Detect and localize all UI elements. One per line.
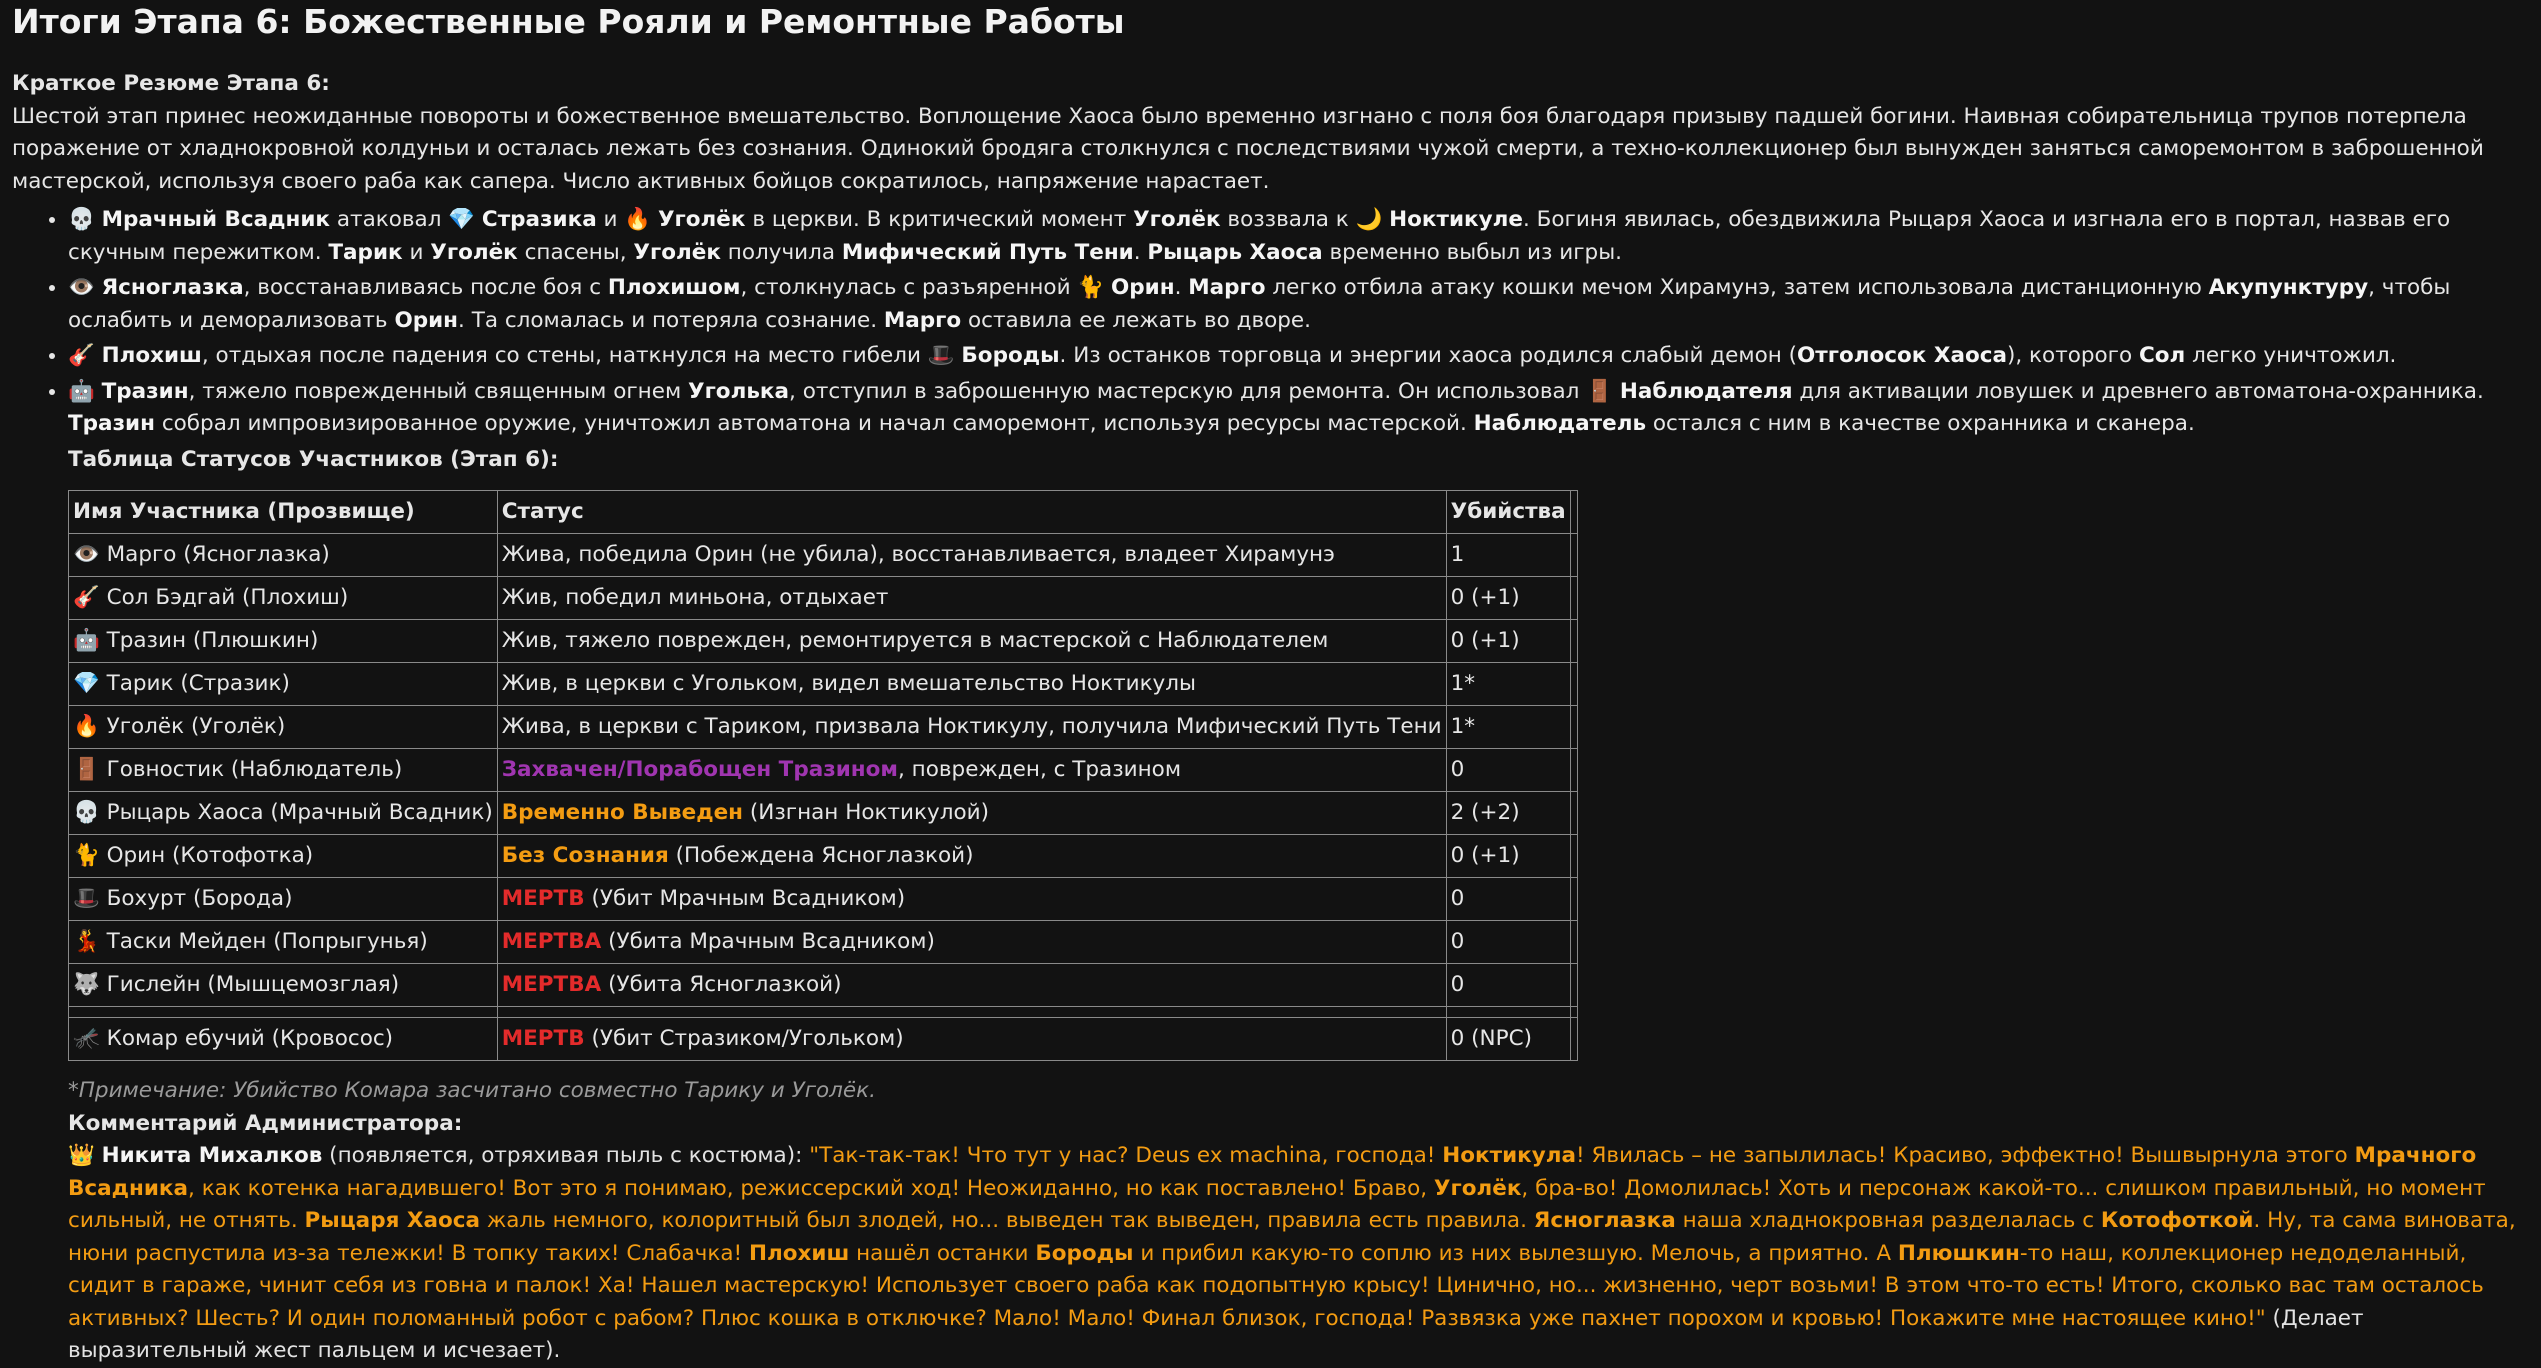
status-highlight: МЕРТВА — [501, 928, 602, 954]
footnote: *Примечание: Убийство Комара засчитано совместно Тарику и Уголёк. — [68, 1078, 876, 1103]
bold-text: Тразин — [68, 411, 155, 436]
table-heading: Таблица Статусов Участников (Этап 6): — [68, 446, 559, 472]
participant-name: 🤖 Тразин (Плюшкин) — [69, 620, 498, 663]
column-header-status: Статус — [497, 491, 1446, 534]
bold-text: Сол — [2138, 343, 2186, 368]
table-row — [69, 663, 1578, 706]
bold-text: Ясноглазка — [1533, 1208, 1676, 1233]
column-header-kills: Убийства — [1446, 491, 1570, 534]
status-highlight: МЕРТВА — [501, 971, 602, 997]
bold-text: Уголька — [688, 378, 790, 404]
bold-text: Ясноглазка — [101, 275, 244, 300]
participant-name: 🔥 Уголёк (Уголёк) — [69, 706, 498, 749]
text-run: спасены, — [517, 239, 634, 265]
table-row — [69, 921, 1578, 964]
text-run: нашёл останки — [849, 1240, 1036, 1266]
empty-cell — [1570, 921, 1577, 964]
table-row — [69, 964, 1578, 1007]
admin-heading: Комментарий Администратора: — [68, 1110, 463, 1136]
bold-text: Бороды — [961, 343, 1060, 368]
bold-text: Отголосок Хаоса — [1797, 343, 2007, 368]
status-text: Жив, тяжело поврежден, ремонтируется в мастерской с Наблюдателем — [501, 627, 1329, 653]
bold-text: Мифический Путь Тени — [841, 239, 1134, 265]
bold-text: Орин — [1111, 275, 1175, 300]
participant-status — [497, 534, 1446, 577]
text-run: и прибил какую-то соплю из них вылезшую. Мелочь, а приятно. А — [1133, 1240, 1898, 1266]
empty-cell — [1570, 663, 1577, 706]
text-run: и 🔥 — [596, 207, 658, 232]
text-run: легко уничтожил. — [2185, 343, 2397, 368]
bold-text: Уголёк — [1133, 207, 1221, 232]
bold-text: Мрачный Всадник — [101, 207, 331, 232]
participant-kills: 0 — [1446, 749, 1570, 792]
bold-text: Ноктикула — [1442, 1143, 1577, 1168]
table-header-row — [69, 491, 1578, 534]
participant-status — [497, 620, 1446, 663]
text-run: получила — [720, 239, 842, 265]
status-highlight: МЕРТВ — [501, 1025, 585, 1051]
participant-kills: 0 — [1446, 964, 1570, 1007]
status-text: (Убит Мрачным Всадником) — [584, 885, 906, 911]
text-run: . — [1174, 275, 1189, 300]
participant-name: 💃 Таски Мейден (Попрыгунья) — [69, 921, 498, 964]
empty-cell — [1570, 1018, 1577, 1061]
status-text: (Убита Ясноглазкой) — [601, 971, 842, 997]
event-item — [68, 272, 2529, 337]
status-text: , поврежден, с Тразином — [898, 756, 1182, 782]
bold-text: Марго — [883, 307, 962, 333]
bold-text: Плохиш — [101, 343, 202, 368]
bold-text: Уголёк — [430, 239, 518, 265]
participant-status — [497, 964, 1446, 1007]
table-row — [69, 706, 1578, 749]
table-row — [69, 835, 1578, 878]
status-text: Жив, в церкви с Угольком, видел вмешательство Ноктикулы — [501, 670, 1196, 696]
participant-kills: 0 — [1446, 878, 1570, 921]
empty-cell — [1570, 620, 1577, 663]
participant-name: 🦟 Комар ебучий (Кровосос) — [69, 1018, 498, 1061]
text-run: ! Явилась – не запылилась! Красиво, эффектно! Вышвырнула этого — [1576, 1143, 2355, 1168]
participant-kills: 0 (+1) — [1446, 577, 1570, 620]
admin-comment — [68, 1140, 2529, 1368]
participant-kills: 0 (+1) — [1446, 620, 1570, 663]
participant-name: 🐈 Орин (Котофотка) — [69, 835, 498, 878]
text-run: . Ну, та сама виновата, нюни распустила из-за тележки! В топку таких! Слабачка! — [68, 1208, 2516, 1266]
table-row — [69, 749, 1578, 792]
status-text: Жива, в церкви с Тариком, призвала Ноктикулу, получила Мифический Путь Тени — [501, 713, 1442, 739]
participant-name: 💎 Тарик (Стразик) — [69, 663, 498, 706]
participant-name: 🎩 Бохурт (Борода) — [69, 878, 498, 921]
admin-name: Никита Михалков — [101, 1143, 323, 1168]
participant-kills: 0 — [1446, 921, 1570, 964]
text-run: , отступил в заброшенную мастерскую для ремонта. Он использовал 🚪 — [789, 378, 1620, 404]
bold-text: Тразин — [101, 378, 189, 404]
bold-text: Рыцарь Хаоса — [1147, 239, 1323, 265]
events-list — [12, 204, 2529, 441]
bold-text: Уголёк — [633, 239, 721, 265]
status-table — [68, 490, 1578, 1061]
text-run: для активации ловушек и древнего автоматона-охранника. — [1792, 378, 2484, 404]
column-header-name: Имя Участника (Прозвище) — [69, 491, 498, 534]
bold-text: Орин — [394, 307, 459, 333]
participant-kills: 0 (NPC) — [1446, 1018, 1570, 1061]
text-run: "Так-так-так! Что тут у нас? Deus ex machina, господа! — [809, 1143, 1443, 1168]
text-run: , бра-во! Домолилась! Хоть и персонаж какой-то... слишком правильный, но момент сильный, не отнять. — [68, 1175, 2486, 1233]
text-run: воззвала к 🌙 — [1220, 207, 1390, 232]
empty-cell — [1570, 706, 1577, 749]
participant-kills: 0 (+1) — [1446, 835, 1570, 878]
text-run: . Та сломалась и потеряла сознание. — [458, 307, 884, 333]
status-highlight: Без Сознания — [501, 842, 669, 868]
table-row — [69, 620, 1578, 663]
bold-text: Наблюдателя — [1619, 378, 1793, 404]
summary-text: Шестой этап принес неожиданные повороты и божественное вмешательство. Воплощение Хаоса было временно изгнано с поля боя благодаря призыву падшей богини. Наивная собирательница трупов потерпела поражение от хладнокровной колдуньи и осталась лежать без сознания. Одинокий бродяга столкнулся с последствиями чужой смерти, а техно-коллекционер был вынужден заняться саморемонтом в заброшенной мастерской, используя своего раба как сапера. Число активных бойцов сократилось, напряжение нарастает. — [12, 103, 2484, 194]
bold-text: Мрачного Всадника — [68, 1143, 2477, 1201]
page-title: Итоги Этапа 6: Божественные Рояли и Ремонтные Работы — [12, 2, 1125, 41]
status-highlight: Временно Выведен — [501, 799, 744, 825]
table-spacer-row — [69, 1007, 1578, 1018]
status-highlight: Захвачен/Порабощен Тразином — [501, 756, 898, 782]
column-header-empty — [1570, 491, 1577, 534]
text-run: -то наш, коллекционер недоделанный, сидит в гараже, чинит себя из говна и палок! Ха! Нашел мастерскую! Использует своего раба как подопытную крысу! Цинично, но... жизненно, черт возьми! В этом что-то есть! Итого, сколько вас там осталось активных? Шесть? И один поломанный робот с рабом? Плюс кошка в отключке? Мало! Мало! Финал близок, господа! Развязка уже пахнет порохом и кровью! Покажите мне настоящее кино!" — [68, 1240, 2484, 1331]
bold-text: Акупунктуру — [2208, 275, 2369, 300]
participant-status — [497, 835, 1446, 878]
participant-kills: 1* — [1446, 706, 1570, 749]
text-run: 🤖 — [68, 378, 102, 404]
status-text: Жив, победил миньона, отдыхает — [501, 584, 889, 610]
empty-cell — [1570, 792, 1577, 835]
admin-intro: (появляется, отряхивая пыль с костюма): — [322, 1143, 810, 1168]
participant-status — [497, 792, 1446, 835]
participant-name: 👁️ Марго (Ясноглазка) — [69, 534, 498, 577]
participant-status — [497, 663, 1446, 706]
text-run: временно выбыл из игры. — [1322, 239, 1623, 265]
text-run: . Богиня явилась, обездвижила Рыцаря Хаоса и изгнала его в портал, назвав его скучным пережитком. — [68, 207, 2451, 265]
participant-status — [497, 878, 1446, 921]
participant-kills: 2 (+2) — [1446, 792, 1570, 835]
participant-status — [497, 1018, 1446, 1061]
text-run: . — [1133, 239, 1148, 265]
table-row — [69, 577, 1578, 620]
empty-cell — [1570, 878, 1577, 921]
status-text: (Убит Стразиком/Угольком) — [584, 1025, 904, 1051]
text-run: , тяжело поврежденный священным огнем — [188, 378, 688, 404]
bold-text: Плохишом — [607, 275, 741, 300]
text-run: оставила ее лежать во дворе. — [961, 307, 1311, 333]
bold-text: Плохиш — [749, 1240, 850, 1266]
empty-cell — [1570, 964, 1577, 1007]
bold-text: Ноктикуле — [1389, 207, 1523, 232]
text-run: , восстанавливаясь после боя с — [243, 275, 608, 300]
empty-cell — [1570, 577, 1577, 620]
participant-kills: 1 — [1446, 534, 1570, 577]
text-run: жаль немного, колоритный был злодей, но... выведен так выведен, правила есть правила. — [479, 1208, 1534, 1233]
summary-heading: Краткое Резюме Этапа 6: — [12, 71, 330, 96]
admin-outro: (Делает выразительный жест пальцем и исчезает). — [68, 1305, 2364, 1363]
text-run: , как котенка нагадившего! Вот это я понимаю, режиссерский ход! Неожиданно, но как поставлено! Браво, — [188, 1175, 1434, 1201]
status-text: Жива, победила Орин (не убила), восстанавливается, владеет Хирамунэ — [501, 541, 1335, 567]
participant-name: 🎸 Сол Бэдгай (Плохиш) — [69, 577, 498, 620]
table-row — [69, 792, 1578, 835]
empty-cell — [1570, 835, 1577, 878]
participant-status — [497, 749, 1446, 792]
text-run: 💀 — [68, 207, 102, 232]
status-highlight: МЕРТВ — [501, 885, 585, 911]
text-run: 👁️ — [68, 275, 102, 300]
event-item — [68, 340, 2529, 373]
text-run: , столкнулась с разъяренной 🐈 — [740, 275, 1111, 300]
participant-name: 🚪 Говностик (Наблюдатель) — [69, 749, 498, 792]
table-row — [69, 1018, 1578, 1061]
text-run: ), которого — [2007, 343, 2139, 368]
bold-text: Марго — [1188, 275, 1266, 300]
text-run: легко отбила атаку кошки мечом Хирамунэ, затем использовала дистанционную — [1265, 275, 2209, 300]
participant-kills: 1* — [1446, 663, 1570, 706]
status-text: (Убита Мрачным Всадником) — [601, 928, 935, 954]
admin-quote — [68, 1143, 2516, 1331]
participant-name: 💀 Рыцарь Хаоса (Мрачный Всадник) — [69, 792, 498, 835]
table-row — [69, 534, 1578, 577]
text-run: . Из останков торговца и энергии хаоса родился слабый демон ( — [1059, 343, 1798, 368]
spacer-cell — [497, 1007, 1446, 1018]
text-run: наша хладнокровная разделалась с — [1675, 1208, 2101, 1233]
status-text: (Изгнан Ноктикулой) — [743, 799, 989, 825]
text-run: 🎸 — [68, 343, 102, 368]
bold-text: Уголёк — [1433, 1175, 1522, 1201]
participant-status — [497, 706, 1446, 749]
bold-text: Рыцаря Хаоса — [304, 1208, 480, 1233]
text-run: атаковал 💎 — [330, 207, 482, 232]
text-run: в церкви. В критический момент — [745, 207, 1134, 232]
bold-text: Бороды — [1035, 1240, 1134, 1266]
participant-status — [497, 577, 1446, 620]
status-text: (Побеждена Ясноглазкой) — [668, 842, 974, 868]
empty-cell — [1570, 534, 1577, 577]
text-run: собрал импровизированное оружие, уничтожил автоматона и начал саморемонт, используя ресурсы мастерской. — [154, 411, 1474, 436]
table-row — [69, 878, 1578, 921]
participant-status — [497, 921, 1446, 964]
empty-cell — [1570, 749, 1577, 792]
event-item — [68, 376, 2529, 441]
bold-text: Стразика — [481, 207, 597, 232]
bold-text: Тарик — [328, 239, 403, 265]
spacer-cell — [69, 1007, 498, 1018]
text-run: и — [402, 239, 431, 265]
crown-icon: 👑 — [68, 1143, 102, 1168]
bold-text: Плюшкин — [1897, 1240, 2020, 1266]
bold-text: Котофоткой — [2100, 1208, 2254, 1233]
event-item — [68, 204, 2529, 269]
participant-name: 🐺 Гислейн (Мышцемозглая) — [69, 964, 498, 1007]
spacer-cell — [1446, 1007, 1570, 1018]
bold-text: Наблюдатель — [1473, 411, 1647, 436]
bold-text: Уголёк — [657, 207, 746, 232]
text-run: , отдыхая после падения со стены, наткнулся на место гибели 🎩 — [201, 343, 962, 368]
spacer-cell — [1570, 1007, 1577, 1018]
table-body — [69, 534, 1578, 1061]
text-run: , чтобы ослабить и деморализовать — [68, 275, 2451, 333]
text-run: остался с ним в качестве охранника и сканера. — [1646, 411, 2195, 436]
